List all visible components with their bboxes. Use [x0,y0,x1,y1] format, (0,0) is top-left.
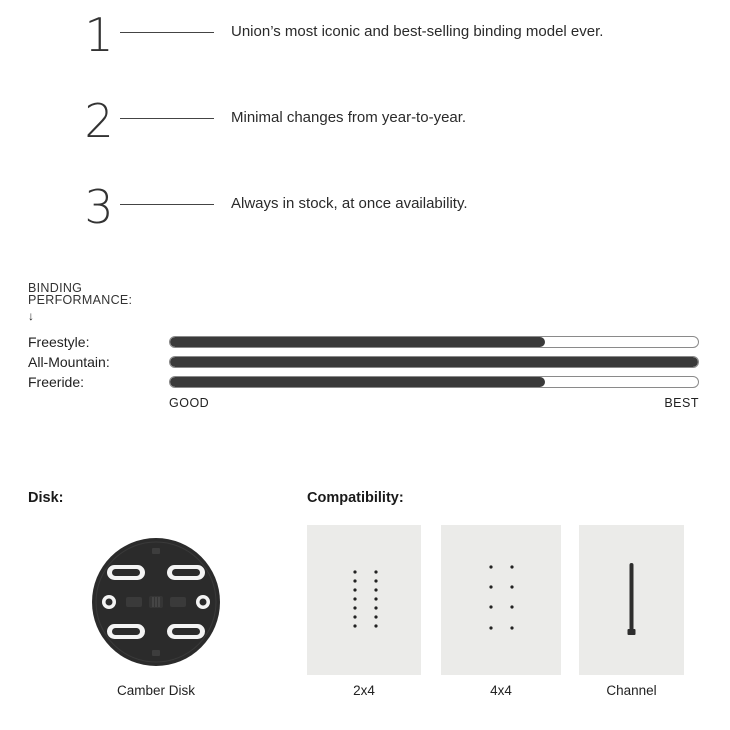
mount-4x4-icon [441,525,561,675]
performance-bar-all-mountain [169,356,699,368]
feature-text: Always in stock, at once availability. [231,195,468,212]
performance-bar-freestyle [169,336,699,348]
disk-caption: Camber Disk [116,683,195,698]
performance-bar-fill [170,337,545,347]
mount-4x4-card [441,525,561,675]
performance-heading-line1: BINDING [28,281,83,295]
feature-divider [120,118,214,119]
mount-channel-card [579,525,684,675]
compatibility-caption-4x4: 4x4 [490,683,512,698]
arrow-down-icon: ↓ [28,309,34,323]
feature-3 [82,180,702,244]
performance-bar-freeride [169,376,699,388]
feature-number: 3 [84,180,114,234]
scale-max-label: BEST [664,396,699,410]
compatibility-title: Compatibility: [307,490,404,506]
mount-2x4-card [307,525,421,675]
feature-divider [120,204,214,205]
performance-heading-line2: PERFORMANCE: [28,293,133,307]
performance-bar-fill [170,357,698,367]
camber-disk-icon [91,537,221,667]
feature-number: 2 [84,94,114,148]
feature-text: Minimal changes from year-to-year. [231,109,467,126]
mount-channel-icon [579,525,684,675]
feature-divider [120,32,214,33]
compatibility-caption-2x4: 2x4 [353,683,375,698]
performance-bar-fill [170,377,545,387]
performance-label-freestyle: Freestyle: [28,334,90,350]
performance-label-freeride: Freeride: [28,374,85,390]
scale-min-label: GOOD [169,396,210,410]
compatibility-caption-channel: Channel [606,683,657,698]
performance-heading [28,282,132,306]
feature-text: Union’s most iconic and best-selling binding model ever. [231,23,604,40]
feature-number: 1 [84,8,114,62]
feature-2 [82,94,702,158]
disk-title: Disk: [28,490,64,506]
feature-1 [82,8,702,72]
mount-2x4-icon [307,525,421,675]
performance-label-all-mountain: All-Mountain: [28,354,110,370]
